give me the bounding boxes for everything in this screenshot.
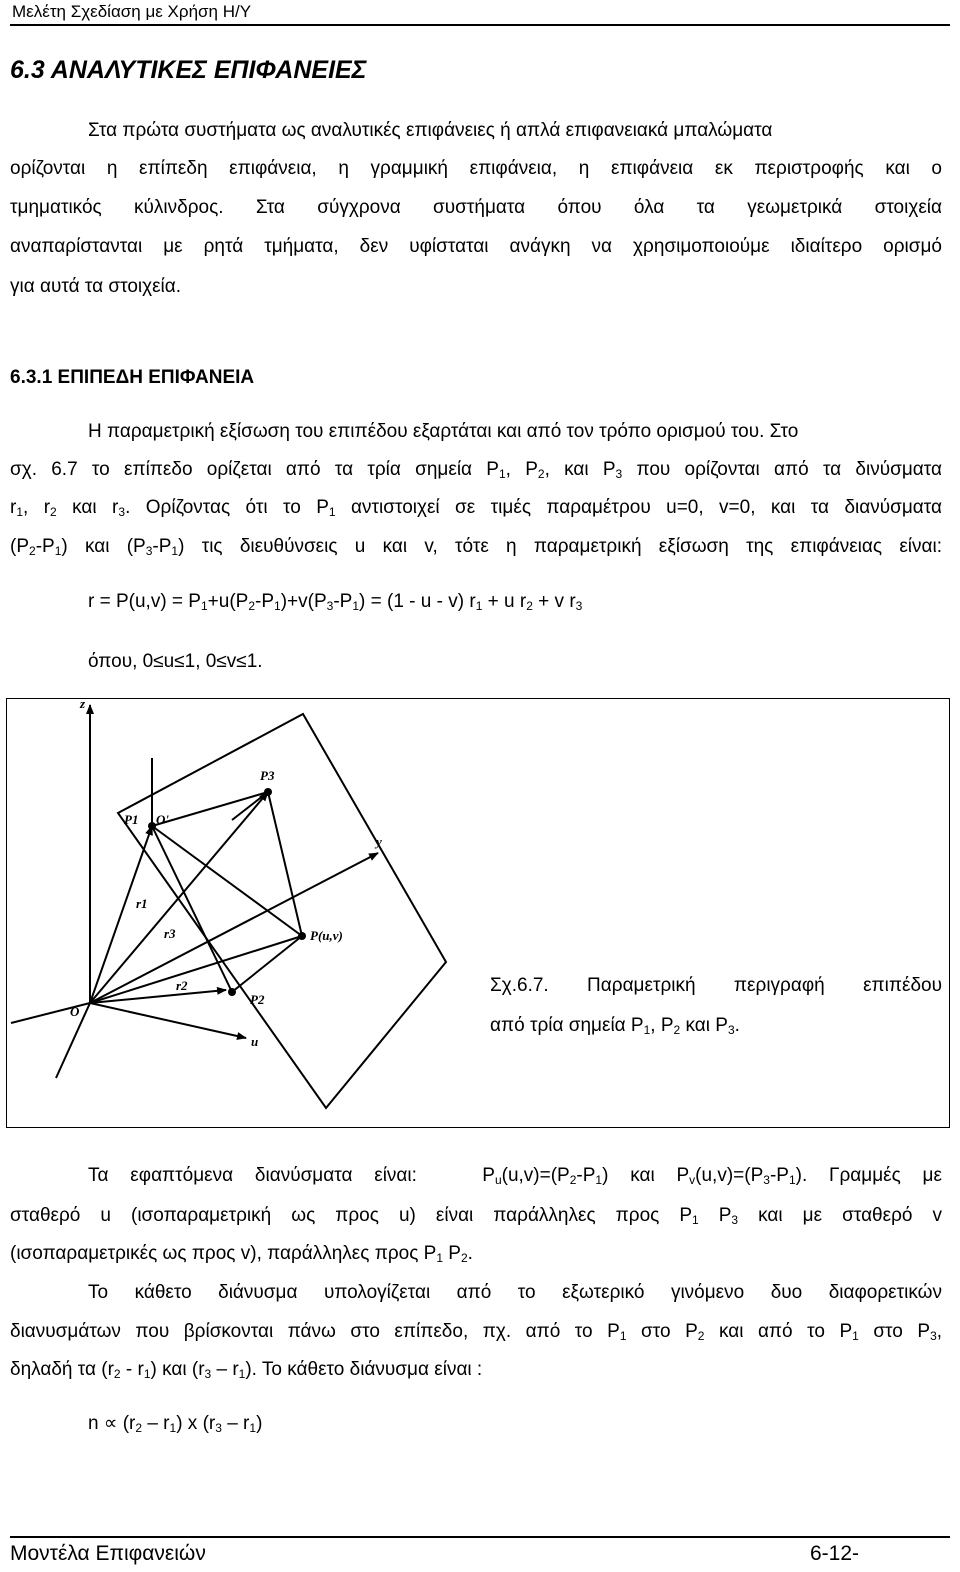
tangent-line-2: σταθερό u (ισοπαραμετρική ως προς u) είναι παράλληλες προς $P_1$ $P_3$ και με σταθερό v xyxy=(10,1205,943,1227)
p1-to-p3 xyxy=(152,792,268,826)
puv-label: P(u,v) xyxy=(310,928,343,943)
intro-line-5: για αυτά τα στοιχεία. xyxy=(10,276,182,297)
normal-line-2: διανυσμάτων που βρίσκονται πάνω στο επίπεδο, πχ. από το $P_1$ στο $P_2$ και από το $P_1$ στο $P_3$, xyxy=(10,1321,943,1343)
plane-line-4: $(P_2-P_1)$ και $(P_3-P_1)$ τις διευθύνσεις u και v, τότε η παραμετρική εξίσωση της επιφάνειας είναι: xyxy=(10,536,942,558)
p1-label: P1 xyxy=(124,812,139,827)
origin-label: O xyxy=(70,1004,80,1019)
oprime-label: O' xyxy=(156,812,169,827)
r2-label: r2 xyxy=(176,978,188,993)
p1-point xyxy=(148,822,156,830)
footer-rule xyxy=(10,1536,950,1538)
footer-title: Μοντέλα Επιφανειών xyxy=(10,1542,206,1565)
intro-line-4: αναπαρίστανται με ρητά τμήματα, δεν υφίσταται ανάγκη να χρησιμοποιούμε ιδιαίτερο ορισμό xyxy=(10,236,942,257)
plane-line-2: σχ. 6.7 το επίπεδο ορίζεται από τα τρία σημεία $P_1$, $P_2$, και $P_3$ που ορίζονται από τα δινύσματα xyxy=(10,459,942,481)
subsection-title: 6.3.1 ΕΠΙΠΕΔΗ ΕΠΙΦΑΝΕΙΑ xyxy=(10,367,255,388)
intro-line-1: Στα πρώτα συστήματα ως αναλυτικές επιφάνειες ή απλά επιφανειακά μπαλώματα xyxy=(88,120,773,141)
section-title: 6.3 ΑΝΑΛΥΤΙΚΕΣ ΕΠΙΦΑΝΕΙΕΣ xyxy=(10,56,367,84)
p3-label: P3 xyxy=(260,768,275,783)
z-label: z xyxy=(80,698,86,711)
puv-point xyxy=(298,932,306,940)
figure-caption-line-2: από τρία σημεία $P_1$, $P_2$ και $P_3$. xyxy=(490,1015,740,1037)
parameter-range: όπου, 0≤u≤1, 0≤v≤1. xyxy=(88,651,263,672)
running-header: Μελέτη Σχεδίαση με Χρήση Η/Υ xyxy=(12,2,252,21)
p3-point xyxy=(264,788,272,796)
r3-label: r3 xyxy=(164,926,176,941)
intro-line-3: τμηματικός κύλινδρος. Στα σύγχρονα συστήματα όπου όλα τα γεωμετρικά στοιχεία xyxy=(10,197,942,218)
page-number: 6-12- xyxy=(810,1542,860,1565)
header-rule xyxy=(10,24,950,26)
normal-line-1: Το κάθετο διάνυσμα υπολογίζεται από το εξωτερικό γινόμενο δυο διαφορετικών xyxy=(88,1282,942,1303)
p1-to-p2 xyxy=(152,826,232,992)
plane-diagram xyxy=(6,698,950,1128)
y-label: y xyxy=(376,834,382,849)
p2-point xyxy=(228,988,236,996)
normal-equation: $n \propto (r_2 - r_1)$ x $(r_3 - r_1)$ xyxy=(88,1413,263,1435)
figure-caption-line-1: Σχ.6.7. Παραμετρική περιγραφή επιπέδου xyxy=(490,975,942,996)
r3-vector xyxy=(90,792,268,1003)
plane-line-3: $r_1$, $r_2$ και $r_3$. Ορίζοντας ότι το $P_1$ αντιστοιχεί σε τιμές παραμέτρου u=0, v=0, και τα διανύσματα xyxy=(10,497,943,519)
plane-line-1: Η παραμετρική εξίσωση του επιπέδου εξαρτάται και από τον τρόπο ορισμού του. Στο xyxy=(88,421,799,442)
p3-to-u-line xyxy=(232,792,268,820)
intro-line-2: ορίζονται η επίπεδη επιφάνεια, η γραμμική επιφάνεια, η επιφάνεια εκ περιστροφής και ο xyxy=(10,158,942,179)
u-axis xyxy=(90,1003,246,1038)
p2-label: P2 xyxy=(250,992,265,1007)
normal-line-3: δηλαδή τα $(r_2 - r_1)$ και $(r_3 - r_1)$. Το κάθετο διάνυσμα είναι : xyxy=(10,1359,483,1381)
u-label: u xyxy=(251,1034,259,1049)
p2-to-puv xyxy=(232,936,302,992)
r1-label: r1 xyxy=(136,896,148,911)
tangent-line-1: Τα εφαπτόμενα διανύσματα είναι: $P_u(u,v)=(P_2-P_1)$ και $P_v(u,v)=(P_3-P_1)$. Γραμμές με xyxy=(88,1165,942,1187)
plane-equation: $r = P(u,v) = P_1+u(P_2-P_1)+v(P_3-P_1) = (1 - u - v) r_1 + u$ $r_2 + v$ $r_3$ xyxy=(88,591,583,613)
tangent-line-3: (ισοπαραμετρικές ως προς v), παράλληλες προς $P_1$ $P_2$. xyxy=(10,1243,473,1265)
